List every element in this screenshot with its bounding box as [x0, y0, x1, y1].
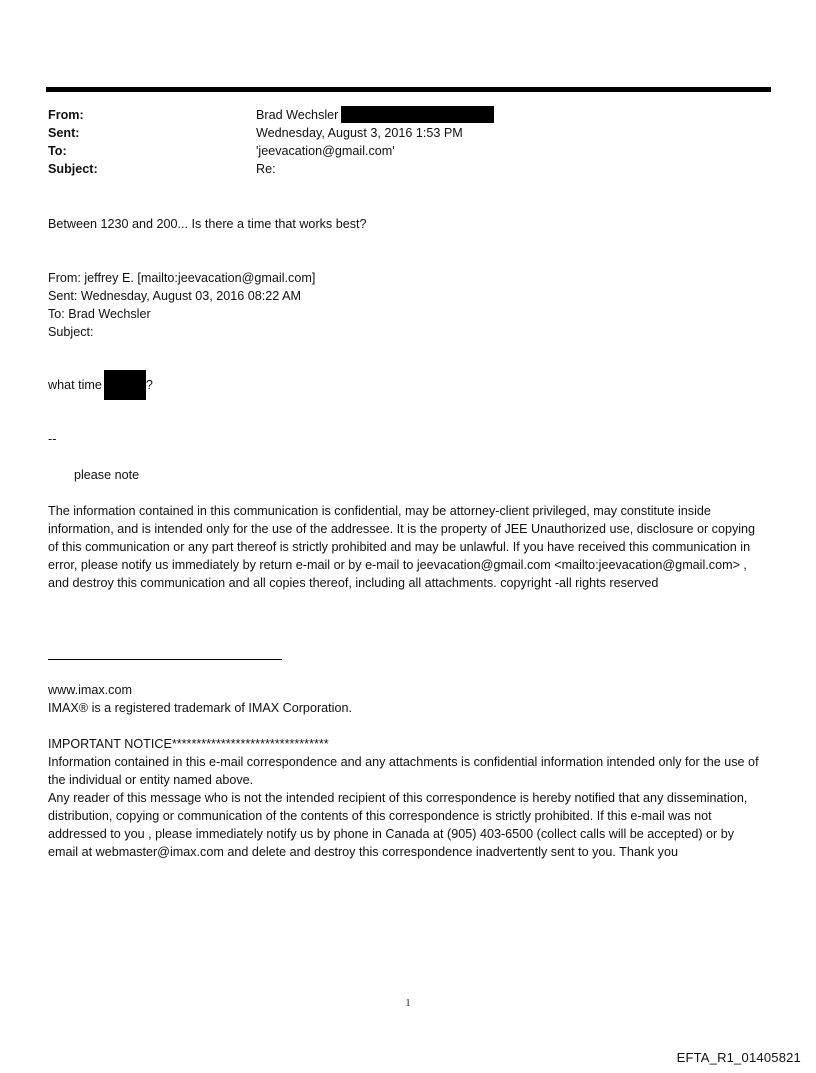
subject-value: Re:	[256, 162, 276, 176]
notice-paragraph: Information contained in this e-mail correspondence and any attachments is confidential information intended only for the use of the individual or entity named above.	[48, 755, 759, 787]
quoted-header	[48, 269, 770, 341]
important-notice-text	[48, 753, 764, 861]
notice-paragraph: Any reader of this message who is not the intended recipient of this correspondence is hereby notified that any dissemination, distribution, copying or communication of the contents of this correspondence is strictly prohibited. If this e-mail was not addressed to you , please immediately notify us by phone in Canada at (905) 403-6500 (collect calls will be accepted) or by email at webmaster@imax.com and delete and destroy this correspondence inadvertently sent to you. Thank you	[48, 791, 748, 859]
redaction-box	[104, 370, 146, 400]
subject-row	[48, 160, 768, 178]
quoted-body-text: what time	[48, 378, 102, 392]
email-header	[48, 106, 768, 178]
bates-number: EFTA_R1_01405821	[676, 1050, 801, 1065]
quoted-subject: Subject:	[48, 325, 94, 339]
to-value: 'jeevacation@gmail.com'	[256, 144, 395, 158]
footer-divider	[48, 659, 282, 660]
confidentiality-disclaimer: The information contained in this communication is confidential, may be attorney-client privileged, may constitute inside information, and is intended only for the use of the addressee. It is the property of JEE Unauthorized use, disclosure or copying of this communication or any part thereof is strictly prohibited and may be unlawful. If you have received this communication in error, please notify us immediately by return e-mail or by e-mail to jeevacation@gmail.com <mailto:jeevacation@gmail.com> , and destroy this communication and all copies thereof, including all attachments. copyright -all rights reserved	[48, 504, 756, 590]
redaction-box	[341, 106, 494, 123]
top-divider	[46, 87, 771, 92]
quoted-from: From: jeffrey E. [mailto:jeevacation@gmail.com]	[48, 271, 316, 285]
sent-value: Wednesday, August 3, 2016 1:53 PM	[256, 126, 463, 140]
to-row	[48, 142, 768, 160]
quoted-body	[48, 370, 770, 400]
important-notice-title: IMPORTANT NOTICE********************************	[48, 737, 329, 751]
sent-row	[48, 124, 768, 142]
imax-website: www.imax.com	[48, 683, 132, 697]
quoted-to: To: Brad Wechsler	[48, 307, 151, 321]
quoted-body-question-mark: ?	[145, 378, 153, 392]
signature-separator: --	[48, 432, 57, 446]
from-row	[48, 106, 768, 124]
from-label: From:	[48, 108, 84, 122]
to-label: To:	[48, 144, 67, 158]
from-value-container	[256, 106, 768, 124]
sent-label: Sent:	[48, 126, 80, 140]
imax-trademark: IMAX® is a registered trademark of IMAX Corporation.	[48, 701, 352, 715]
page-number: 1	[405, 998, 411, 1009]
from-value: Brad Wechsler	[256, 108, 339, 122]
quoted-sent: Sent: Wednesday, August 03, 2016 08:22 AM	[48, 289, 301, 303]
please-note: please note	[74, 468, 140, 482]
subject-label: Subject:	[48, 162, 98, 176]
reply-body: Between 1230 and 200... Is there a time that works best?	[48, 217, 367, 231]
